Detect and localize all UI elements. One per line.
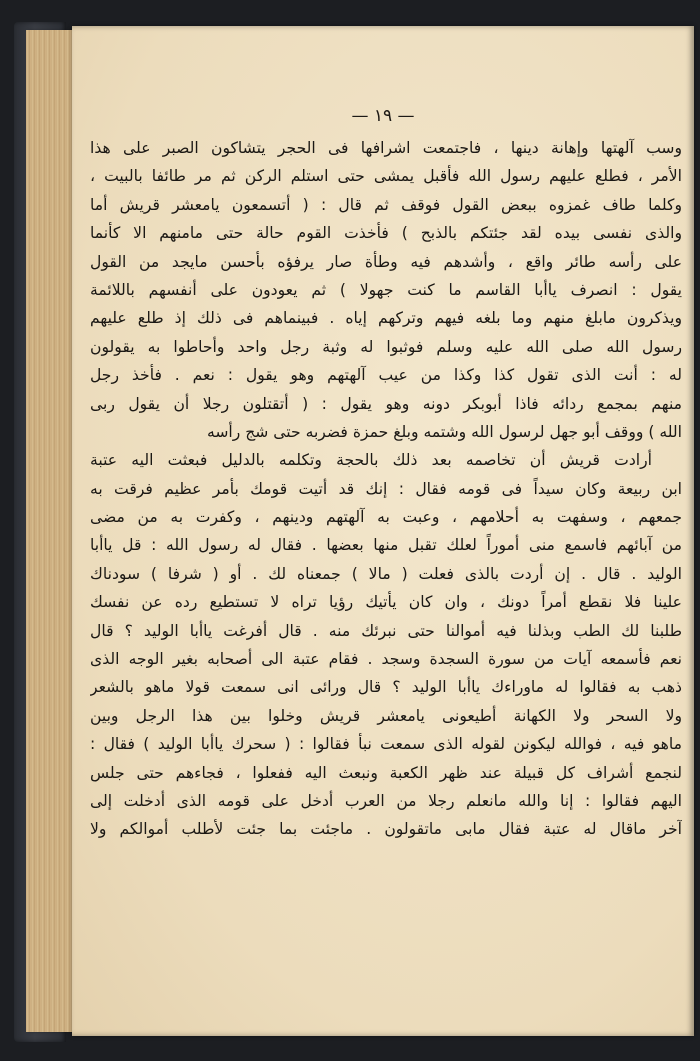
text-line: على رأسه طائر واقع ، وأشدهم فيه وطأة صار يرفؤه بأحسن مايجد من القول: [90, 252, 682, 271]
text-line: من آبائهم فاسمع منى أموراً لعلك تقبل منها بعضها . فقال له رسول الله : قل ياأبا: [90, 536, 682, 555]
text-line: وسب آلهتها وإهانة دينها ، فاجتمعت اشرافها فى الحجر يتشاكون الصبر على هذا: [90, 139, 682, 157]
text-line: آخر ماقال له عتبة فقال مابى ماتقولون . ماجئت بما جئت لأطلب أموالكم ولا: [90, 820, 682, 839]
text-line: اليهم فقالوا : إنا والله مانعلم رجلا من العرب أدخل على قومه الذى أدخلت إلى: [90, 791, 682, 810]
text-line: الأمر ، فطلع عليهم رسول الله فأقبل يمشى حتى استلم الركن ثم مر طائفا بالبيت ،: [90, 167, 682, 186]
text-line: جمعهم ، وسفهت به أحلامهم ، وعبت به آلهتهم ودينهم ، وكفرت به من مضى: [90, 508, 682, 527]
text-line: منهم بمجمع ردائه فاذا أبوبكر دونه وهو يقول : ( أتقتلون رجلا أن يقول ربى: [90, 394, 682, 413]
text-line: ذهب به فقالوا له ماوراءك ياأبا الوليد ؟ قال ورائى انى سمعت قولا ماهو بالشعر: [90, 678, 682, 697]
text-line: علينا فلا نقطع أمراً دونك ، وان كان يأتيك رؤيا تراه لا تستطيع رده عن نفسك: [90, 593, 682, 612]
text-line: ماهو فيه ، فوالله ليكونن لقوله الذى سمعت نبأ فقالوا : ( سحرك ياأبا الوليد ) فقال :: [90, 735, 682, 754]
page-edges: [26, 30, 74, 1032]
text-line: يقول : انصرف ياأبا القاسم ما كنت جهولا ) ثم يعودون على أنفسهم باللائمة: [90, 280, 682, 299]
page-number: — ١٩ —: [351, 106, 415, 126]
text-line: ابن ربيعة وكان سيداً فى قومه فقال : إنك قد أتيت قومك بأمر عظيم فرقت به: [90, 479, 682, 498]
text-line: وكلما طاف غمزوه ببعض القول فوقف ثم قال : ( أتسمعون يامعشر قريش أما: [90, 195, 682, 214]
text-line: أرادت قريش أن تخاصمه بعد ذلك بالحجة وتكلمه بالدليل فبعثت اليه عتبة: [90, 451, 652, 470]
text-line: الوليد . قال . إن أردت بالذى فعلت ( مالا ) جمعناه لك . أو ( شرفا ) سودناك: [90, 564, 682, 583]
text-line: ولا السحر ولا الكهانة أطيعونى يامعشر قريش وخلوا بين هذا الرجل وبين: [90, 706, 682, 725]
book-page: [72, 26, 694, 1036]
text-line: طلبنا لك الطب وبذلنا فيه أموالنا حتى نبرئك منه . قال أفرغت ياأبا الوليد ؟ قال: [90, 621, 682, 640]
text-line: له : أنت الذى تقول كذا وكذا من عيب آلهتهم وهو يقول : نعم . فأخذ رجل: [90, 366, 682, 385]
paragraph: [90, 134, 682, 446]
text-line: نعم فأسمعه آيات من سورة السجدة وسجد . فقام عتبة الى أصحابه بغير الوجه الذى: [90, 650, 682, 669]
text-line: رسول الله صلى الله عليه وسلم فوثبوا له وثبة رجل واحد وأحاطوا به يقولون: [90, 337, 682, 356]
text-line: الله ) ووقف أبو جهل لرسول الله وشتمه وبلغ حمزة فضربه حتى شج رأسه: [206, 422, 682, 441]
text-line: والذى نفسى بيده لقد جئتكم بالذبح ) فأخذت القوم حالة حتى مامنهم الا كأنما: [90, 224, 682, 243]
text-line: ويذكرون مابلغ منهم وما بلغه فيهم وتركهم إياه . فبينماهم فى ذلك إذ طلع عليهم: [90, 309, 682, 328]
text-line: لنجمع أشراف كل قبيلة عند ظهر الكعبة ونبعث اليه ففعلوا ، فجاءهم حتى جلس: [90, 763, 682, 782]
paragraph: [90, 446, 682, 843]
page-text: [90, 134, 682, 844]
